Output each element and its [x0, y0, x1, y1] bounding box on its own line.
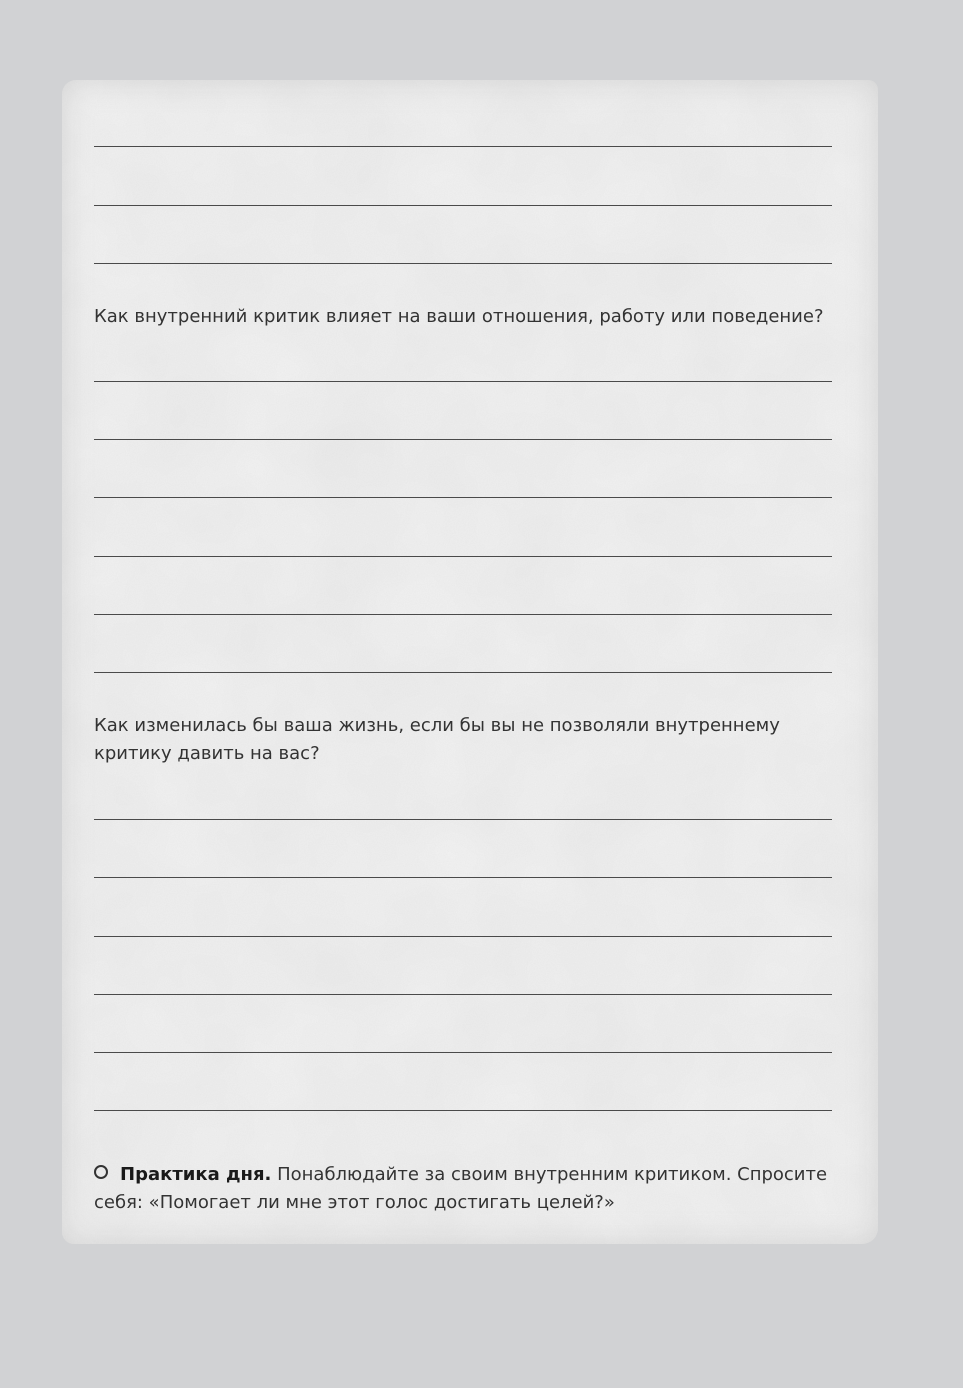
paper-texture-background [62, 80, 878, 1244]
answer-line[interactable] [94, 936, 832, 937]
answer-line[interactable] [94, 146, 832, 147]
practice-text: Понаблюдайте за своим внутренним критиком. Спросите себя: «Помогает ли мне этот голос достигать целей?» [94, 1164, 828, 1213]
answer-line[interactable] [94, 1052, 832, 1053]
answer-line[interactable] [94, 1110, 832, 1111]
question-1: Как внутренний критик влияет на ваши отношения, работу или поведение? [94, 306, 824, 327]
answer-line[interactable] [94, 497, 832, 498]
answer-line[interactable] [94, 439, 832, 440]
answer-line[interactable] [94, 263, 832, 264]
answer-line[interactable] [94, 877, 832, 878]
practice-of-the-day [94, 1161, 839, 1217]
question-2: Как изменилась бы ваша жизнь, если бы вы не позволяли внутреннему критику давить на вас? [94, 715, 780, 764]
answer-line[interactable] [94, 614, 832, 615]
practice-label: Практика дня. [120, 1164, 272, 1185]
answer-line[interactable] [94, 381, 832, 382]
answer-line[interactable] [94, 205, 832, 206]
answer-line[interactable] [94, 994, 832, 995]
paper-texture [62, 80, 878, 1244]
circle-bullet-icon [94, 1165, 108, 1179]
answer-line[interactable] [94, 672, 832, 673]
answer-line[interactable] [94, 819, 832, 820]
answer-line[interactable] [94, 556, 832, 557]
